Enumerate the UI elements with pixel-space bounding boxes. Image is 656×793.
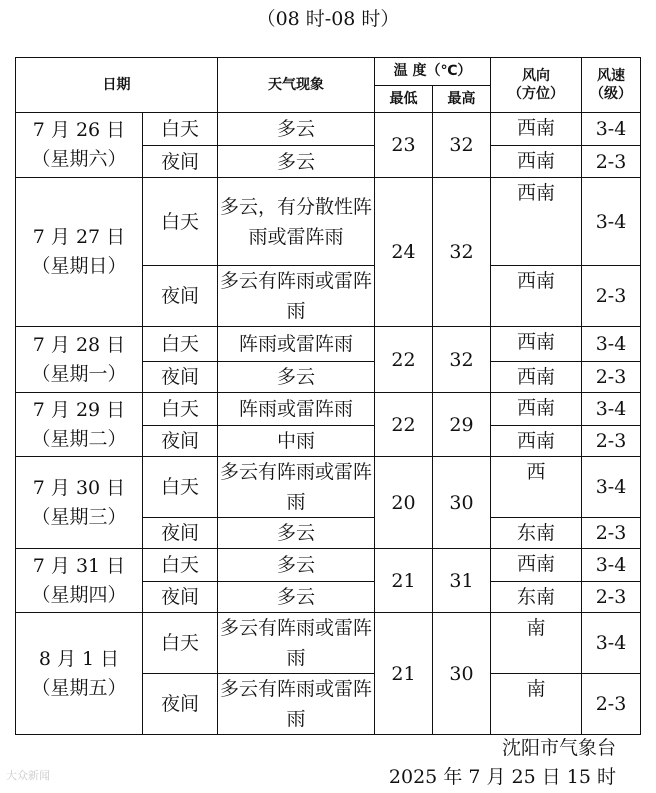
period-cell: 夜间	[143, 518, 218, 549]
wind-direction-cell: 西	[491, 457, 582, 518]
weather-cell: 多云	[218, 113, 375, 146]
date-cell	[16, 393, 143, 457]
header-wind-direction: 风向 （方位）	[491, 58, 582, 113]
date-cell	[16, 178, 143, 327]
wind-speed-cell: 2-3	[582, 426, 641, 457]
forecast-table-body	[16, 113, 641, 735]
header-wind-speed: 风速 （级）	[582, 58, 641, 113]
weekday-label: （星期四）	[31, 583, 127, 606]
period-cell: 夜间	[143, 426, 218, 457]
wind-speed-cell: 3-4	[582, 457, 641, 518]
temp-high-cell: 31	[433, 549, 491, 613]
wind-speed-cell: 3-4	[582, 327, 641, 362]
temp-high-cell: 29	[433, 393, 491, 457]
date-cell	[16, 613, 143, 735]
temp-low-cell: 20	[375, 457, 433, 549]
date-label: 7 月 28 日	[32, 333, 126, 356]
date-label: 7 月 30 日	[32, 476, 126, 499]
forecast-period-subtitle: （08 时-08 时）	[256, 8, 400, 30]
header-weather: 天气现象	[218, 58, 375, 113]
date-label: 8 月 1 日	[38, 647, 120, 670]
weekday-label: （星期五）	[31, 676, 127, 699]
header-temp-high: 最高	[433, 86, 491, 113]
period-cell: 夜间	[143, 582, 218, 613]
period-cell: 白天	[143, 178, 218, 266]
weather-cell: 阵雨或雷阵雨	[218, 393, 375, 426]
weather-cell: 多云	[218, 582, 375, 613]
wind-speed-cell: 2-3	[582, 582, 641, 613]
weekday-label: （星期一）	[31, 362, 127, 385]
weather-forecast-table	[15, 57, 641, 735]
forecast-row	[16, 327, 641, 362]
temp-low-cell: 22	[375, 393, 433, 457]
temp-high-cell: 32	[433, 113, 491, 178]
temp-low-cell: 22	[375, 327, 433, 393]
period-cell: 白天	[143, 613, 218, 674]
weather-cell: 多云有阵雨或雷阵雨	[218, 457, 375, 518]
wind-direction-cell: 西南	[491, 178, 582, 266]
temp-high-cell: 32	[433, 178, 491, 327]
date-label: 7 月 27 日	[32, 226, 126, 248]
wind-direction-cell: 南	[491, 674, 582, 735]
forecast-row	[16, 393, 641, 426]
weather-cell: 多云	[218, 362, 375, 393]
forecast-row	[16, 457, 641, 518]
forecast-row	[16, 549, 641, 582]
wind-direction-cell: 东南	[491, 582, 582, 613]
header-date: 日期	[16, 58, 218, 113]
weather-cell: 多云有阵雨或雷阵雨	[218, 613, 375, 674]
temp-high-cell: 30	[433, 457, 491, 549]
date-cell	[16, 457, 143, 549]
wind-speed-cell: 3-4	[582, 549, 641, 582]
weather-cell: 中雨	[218, 426, 375, 457]
temp-high-cell: 32	[433, 327, 491, 393]
date-label: 7 月 29 日	[32, 398, 126, 421]
period-cell: 白天	[143, 327, 218, 362]
weather-cell: 多云	[218, 518, 375, 549]
weekday-label: （星期三）	[31, 505, 127, 528]
temp-low-cell: 23	[375, 113, 433, 178]
wind-direction-cell: 南	[491, 613, 582, 674]
forecast-row	[16, 178, 641, 266]
watermark-logo: 大众新闻	[6, 769, 50, 782]
wind-direction-cell: 西南	[491, 362, 582, 393]
wind-speed-cell: 3-4	[582, 178, 641, 266]
wind-direction-cell: 西南	[491, 549, 582, 582]
period-cell: 白天	[143, 393, 218, 426]
temp-low-cell: 21	[375, 549, 433, 613]
wind-speed-cell: 3-4	[582, 393, 641, 426]
forecast-row	[16, 113, 641, 146]
wind-speed-cell: 3-4	[582, 613, 641, 674]
wind-direction-cell: 东南	[491, 518, 582, 549]
period-cell: 白天	[143, 549, 218, 582]
temp-low-cell: 21	[375, 613, 433, 735]
wind-direction-cell: 西南	[491, 113, 582, 146]
date-label: 7 月 26 日	[32, 119, 126, 141]
date-cell	[16, 113, 143, 178]
weather-cell: 多云	[218, 146, 375, 178]
period-cell: 白天	[143, 457, 218, 518]
period-cell: 夜间	[143, 266, 218, 327]
date-label: 7 月 31 日	[32, 554, 126, 577]
weather-cell: 阵雨或雷阵雨	[218, 327, 375, 362]
wind-speed-cell: 2-3	[582, 146, 641, 178]
period-cell: 夜间	[143, 362, 218, 393]
weather-cell: 多云有阵雨或雷阵雨	[218, 674, 375, 735]
wind-direction-cell: 西南	[491, 327, 582, 362]
weekday-label: （星期二）	[31, 427, 127, 450]
wind-speed-cell: 2-3	[582, 266, 641, 327]
header-temperature: 温 度（℃）	[375, 58, 491, 86]
wind-direction-cell: 西南	[491, 393, 582, 426]
wind-speed-cell: 2-3	[582, 362, 641, 393]
wind-direction-cell: 西南	[491, 266, 582, 327]
weather-cell: 多云有阵雨或雷阵雨	[218, 266, 375, 327]
temp-high-cell: 30	[433, 613, 491, 735]
weekday-label: （星期日）	[31, 255, 127, 277]
wind-speed-cell: 2-3	[582, 674, 641, 735]
temp-low-cell: 24	[375, 178, 433, 327]
weather-cell: 多云	[218, 549, 375, 582]
date-cell	[16, 549, 143, 613]
header-temp-low: 最低	[375, 86, 433, 113]
date-cell	[16, 327, 143, 393]
weekday-label: （星期六）	[31, 148, 127, 170]
issuer: 沈阳市气象台	[501, 737, 616, 759]
forecast-row	[16, 613, 641, 674]
wind-speed-cell: 2-3	[582, 518, 641, 549]
period-cell: 夜间	[143, 674, 218, 735]
period-cell: 夜间	[143, 146, 218, 178]
issued-time: 2025 年 7 月 25 日 15 时	[388, 766, 616, 788]
period-cell: 白天	[143, 113, 218, 146]
wind-direction-cell: 西南	[491, 146, 582, 178]
wind-direction-cell: 西南	[491, 426, 582, 457]
weather-cell: 多云，有分散性阵雨或雷阵雨	[218, 178, 375, 266]
wind-speed-cell: 3-4	[582, 113, 641, 146]
